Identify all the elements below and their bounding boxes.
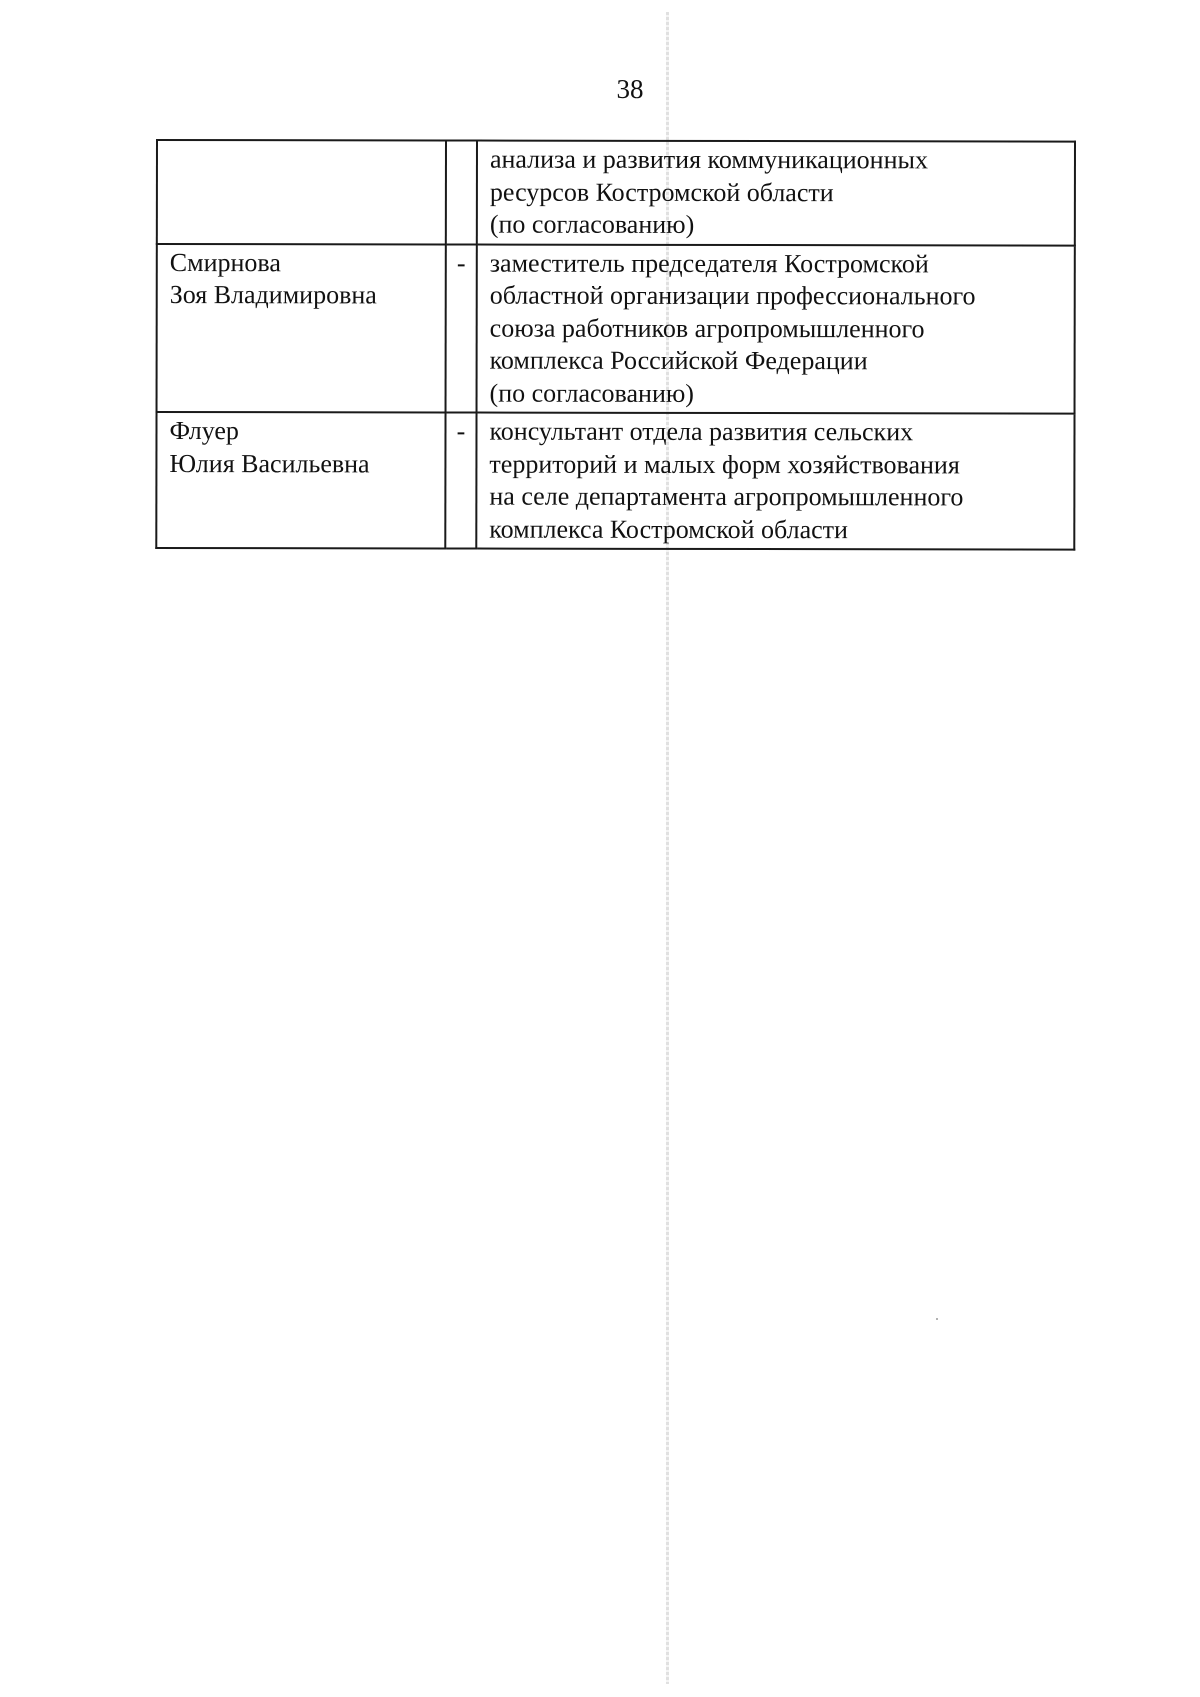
table-row	[156, 412, 1074, 550]
surname: Флуер	[169, 416, 239, 446]
position-line: областной организации профессионального	[489, 280, 976, 311]
member-name-cell	[157, 140, 446, 244]
position-line: на селе департамента агропромышленного	[489, 481, 964, 512]
position-line: комплекса Российской Федерации	[489, 345, 868, 376]
table-row	[157, 140, 1075, 245]
position-line: ресурсов Костромской области	[489, 177, 834, 207]
surname: Смирнова	[169, 247, 281, 277]
position-line: (по согласованию)	[489, 209, 695, 239]
position-line: (по согласованию)	[489, 378, 694, 408]
position-line: заместитель председателя Костромской	[489, 248, 929, 278]
position-line: консультант отдела развития сельских	[489, 416, 914, 447]
scan-speck	[936, 1318, 938, 1320]
position-line: анализа и развития коммуникационных	[489, 144, 929, 175]
member-position-cell	[477, 244, 1075, 414]
member-name-cell	[157, 244, 446, 413]
members-table	[155, 139, 1076, 551]
given-names: Юлия Васильевна	[169, 448, 370, 478]
position-line: комплекса Костромской области	[489, 514, 848, 544]
table-row	[157, 244, 1075, 414]
dash-cell	[446, 141, 477, 245]
dash-cell: -	[445, 413, 476, 549]
dash-cell: -	[446, 244, 477, 413]
member-position-cell	[476, 413, 1074, 550]
position-line: союза работников агропромышленного	[489, 313, 925, 343]
member-position-cell	[477, 141, 1075, 246]
given-names: Зоя Владимировна	[169, 280, 377, 310]
position-line: территорий и малых форм хозяйствования	[489, 449, 960, 479]
page-number: 38	[616, 74, 644, 104]
member-name-cell	[156, 412, 445, 549]
